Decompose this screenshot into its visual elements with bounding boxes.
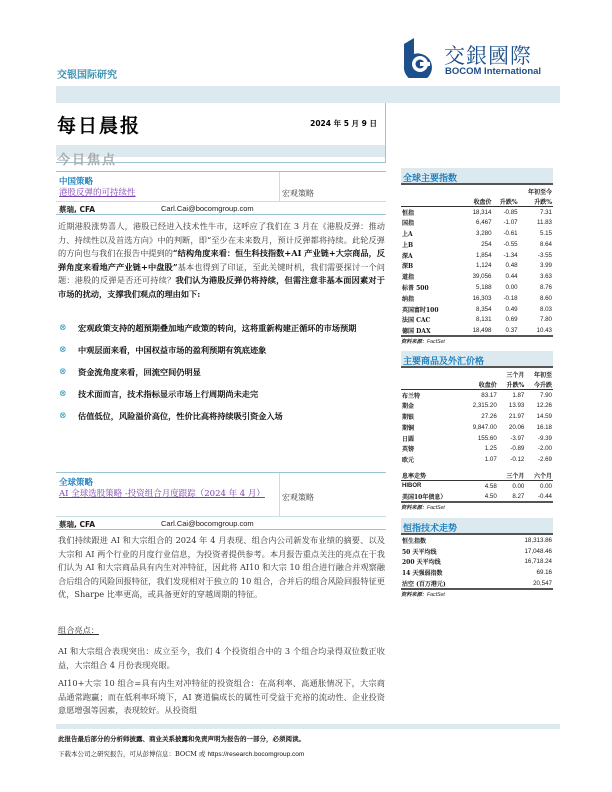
col-header: 升跌% [493, 196, 519, 207]
body-text-plain: 近期港股涨势喜人，港股已经进入技术性牛市，这呼应了我们在 3 月在《港股反弹：推动力、持续性以及首选方向》中的判断，即“至少在未来数月，预计反弹都将持续。此轮反弹的方向也与我们在报告中提到的 [58, 221, 385, 259]
table-row: 200 天平均线 16,718.24 [402, 558, 552, 567]
bullet-icon: ⊗ [59, 411, 67, 421]
table-row: 上A 3,280 -0.61 5.15 [402, 230, 552, 239]
table-row: 欧元 1.07 -0.12 -2.69 [402, 456, 552, 465]
commodities-fx-panel [401, 351, 553, 511]
research-brand-label: 交银国际研究 [57, 70, 117, 81]
bullet-icon: ⊗ [59, 323, 67, 333]
logo-english-text: BOCOM International [445, 66, 542, 77]
report-body-paragraph: AI 和大宗组合表现突出：成立至今，我们 4 个投资组合中的 3 个组合均录得双位数正收益，大宗组合 4 月份表现亮眼。 [58, 646, 385, 670]
download-text [58, 749, 304, 758]
table-row: 英国富时100 8,354 0.49 8.03 [402, 305, 552, 314]
report-category: 全球策略 [59, 478, 94, 488]
table-row: 德国 DAX 18,498 0.37 10.43 [402, 326, 552, 335]
report-header-global-strategy [56, 472, 386, 516]
title-box [56, 103, 386, 168]
report-body-paragraph [58, 220, 385, 302]
research-url-link[interactable]: https://research.bocomgroup.com [207, 751, 305, 758]
commodities-table [401, 368, 553, 503]
author-email-link[interactable]: Carl.Cai@bocomgroup.com [161, 519, 254, 528]
report-header-china-strategy [56, 171, 386, 201]
bullet-text: 资金流角度来看，回流空间仍明显 [78, 367, 201, 377]
indices-table [401, 185, 553, 337]
report-type: 宏观策略 [282, 189, 314, 198]
table-row: 纳指 16,303 -0.18 8.60 [402, 294, 552, 303]
download-prefix: 下载本公司之研究报告，可从彭博信息：BOCM 或 [58, 750, 208, 758]
bocom-logo-icon [400, 38, 436, 78]
key-points-list [58, 322, 385, 432]
rates-subheader: 息率走势 三个月 六个月 [401, 465, 553, 481]
table-row: 上B 254 -0.55 8.64 [402, 240, 552, 249]
col-header: 年初至今 [527, 188, 552, 196]
list-item [58, 344, 385, 357]
table-row: 深B 1,124 0.48 3.99 [402, 262, 552, 271]
list-item [58, 388, 385, 401]
col-header: 今升跌 [525, 379, 553, 390]
source-note: 资料来源：FactSet [401, 339, 445, 346]
hsi-technical-panel [401, 518, 553, 598]
body-text-bold: “结构角度来看：恒生科技指数+AI 产业链+大宗商品，反弹角度来看地产产业链+中盘股” [58, 248, 385, 272]
list-item [58, 322, 385, 335]
table-row: 美国10年债息） 4.50 8.27 -0.44 [402, 492, 552, 501]
table-row: 14 天强弱指数 69.16 [402, 569, 552, 578]
author-email-link[interactable]: Carl.Cai@bocomgroup.com [161, 204, 254, 213]
source-note: 资料来源：FactSet [401, 591, 445, 598]
author-name: 蔡瑞, CFA [59, 205, 96, 214]
table-row: 沽空 (百万港元) 20,547 [402, 579, 552, 588]
footer-band [56, 724, 560, 729]
report-title-link[interactable]: AI 全球选股策略 -投资组合月度跟踪（2024 年 4 月） [59, 489, 265, 499]
table-row: 日圆 155.60 -3.97 -9.39 [402, 434, 552, 443]
table-row: 道指 39,056 0.44 3.63 [402, 273, 552, 282]
bullet-text: 宏观政策支持的超预期叠加地产政策的转向，这将重新构建正循环的市场预期 [78, 323, 357, 333]
list-item [58, 410, 385, 423]
author-row [56, 201, 386, 215]
table-row: 50 天平均线 17,048.46 [402, 547, 552, 556]
list-item [58, 366, 385, 379]
report-date: 2024 年 5 月 9 日 [310, 119, 377, 128]
table-row: 期金 2,315.20 13.93 12.26 [402, 402, 552, 411]
table-row: HIBOR 4.58 0.00 0.00 [402, 482, 552, 490]
table-row: 恒指 18,314 -0.85 7.31 [402, 208, 552, 217]
panel-title: 恒指技术走势 [401, 518, 553, 535]
table-row: 国指 6,467 -1.07 11.83 [402, 219, 552, 228]
col-header: 升跌% [498, 379, 526, 390]
bullet-text: 估值低位，风险溢价高位，性价比高将持续吸引资金入场 [78, 411, 283, 421]
report-type: 宏观策略 [282, 493, 314, 502]
table-row: 布兰特 83.17 1.87 7.90 [402, 391, 552, 400]
panel-title: 全球主要指数 [401, 168, 553, 185]
portfolio-highlights-heading: 组合亮点： [58, 625, 99, 635]
col-header: 收盘价 [465, 196, 493, 207]
body-text-bold: 我们认为港股反弹仍将持续，但需注意非基本面因素对于市场的扰动，支撑我们观点的理由如下: [58, 275, 385, 299]
logo-chinese-text: 交銀國際 [444, 44, 532, 68]
bullet-icon: ⊗ [59, 367, 67, 377]
report-category: 中国策略 [59, 177, 94, 187]
bocom-logo [400, 38, 580, 80]
col-header: 三个月 [506, 371, 525, 379]
header-band [56, 86, 560, 103]
bullet-icon: ⊗ [59, 389, 67, 399]
bullet-text: 技术面而言，技术指标显示市场上行周期尚未走完 [78, 389, 259, 399]
author-row [56, 516, 386, 530]
table-row: 标普 500 5,188 0.00 8.76 [402, 284, 552, 293]
col-header: 年初至 [533, 371, 552, 379]
disclaimer-text: 此报告最后部分的分析师披露、商业关系披露和免责声明为报告的一部分，必须阅读。 [58, 735, 305, 743]
report-body-paragraph: 我们持续跟进 AI 和大宗组合的 2024 年 4 月表现、组合内公司新发布业绩的摘要、以及大宗和 AI 两个行业的月度行业信息，为投资者提供参考。本月报告重点关注的亮点在于我们认为 AI 和大宗商品具有内生对冲特征，因此将 AI10 和大宗 10 组合进行融合并观察融合后组合的风险回报特征，我们发现相对于独立的 10 组合，合并后的组合风险回报特征更优，Sharpe 比率更高，或具备更好的穿越周期的特征。 [58, 535, 385, 600]
bullet-text: 中观层面来看，中国权益市场的盈利预期有筑底迹象 [78, 345, 267, 355]
table-row: 期银 27.26 21.97 14.59 [402, 413, 552, 422]
global-indices-panel [401, 168, 553, 345]
source-note: 资料来源：FactSet [401, 505, 445, 512]
page-title: 每日晨报 [57, 115, 142, 137]
table-row: 恒生指数 18,313.86 [402, 536, 552, 545]
author-name: 蔡瑞, CFA [59, 520, 96, 529]
col-header: 收盘价 [462, 379, 498, 390]
report-body-paragraph: AI10+大宗 10 组合=具有内生对冲特征的投资组合：在高利率、高通胀情况下，大宗商品通常跑赢；而在低利率环境下，AI 赛道偏成长的属性可受益于充裕的流动性、企业投资意愿增强等因素，表现较好。从投资组 [58, 678, 385, 716]
table-row: 深A 1,854 -1.34 -3.55 [402, 251, 552, 260]
report-title-link[interactable]: 港股反弹的可持续性 [59, 188, 136, 198]
table-row: 期铜 9,847.00 20.06 16.18 [402, 423, 552, 432]
today-focus-heading: 今日焦点 [57, 153, 118, 168]
table-row: 法国 CAC 8,131 0.69 7.80 [402, 316, 552, 325]
hsi-technical-table [401, 535, 553, 590]
bullet-icon: ⊗ [59, 345, 67, 355]
table-row: 英镑 1.25 -0.89 -2.00 [402, 445, 552, 454]
body-text-plain: 基本也得到了印证，至此关键时机，我们需要探讨一个问题：港股的反弹是否还可持续？ [58, 261, 385, 286]
col-header: 升跌% [519, 196, 553, 207]
panel-title: 主要商品及外汇价格 [401, 351, 553, 368]
